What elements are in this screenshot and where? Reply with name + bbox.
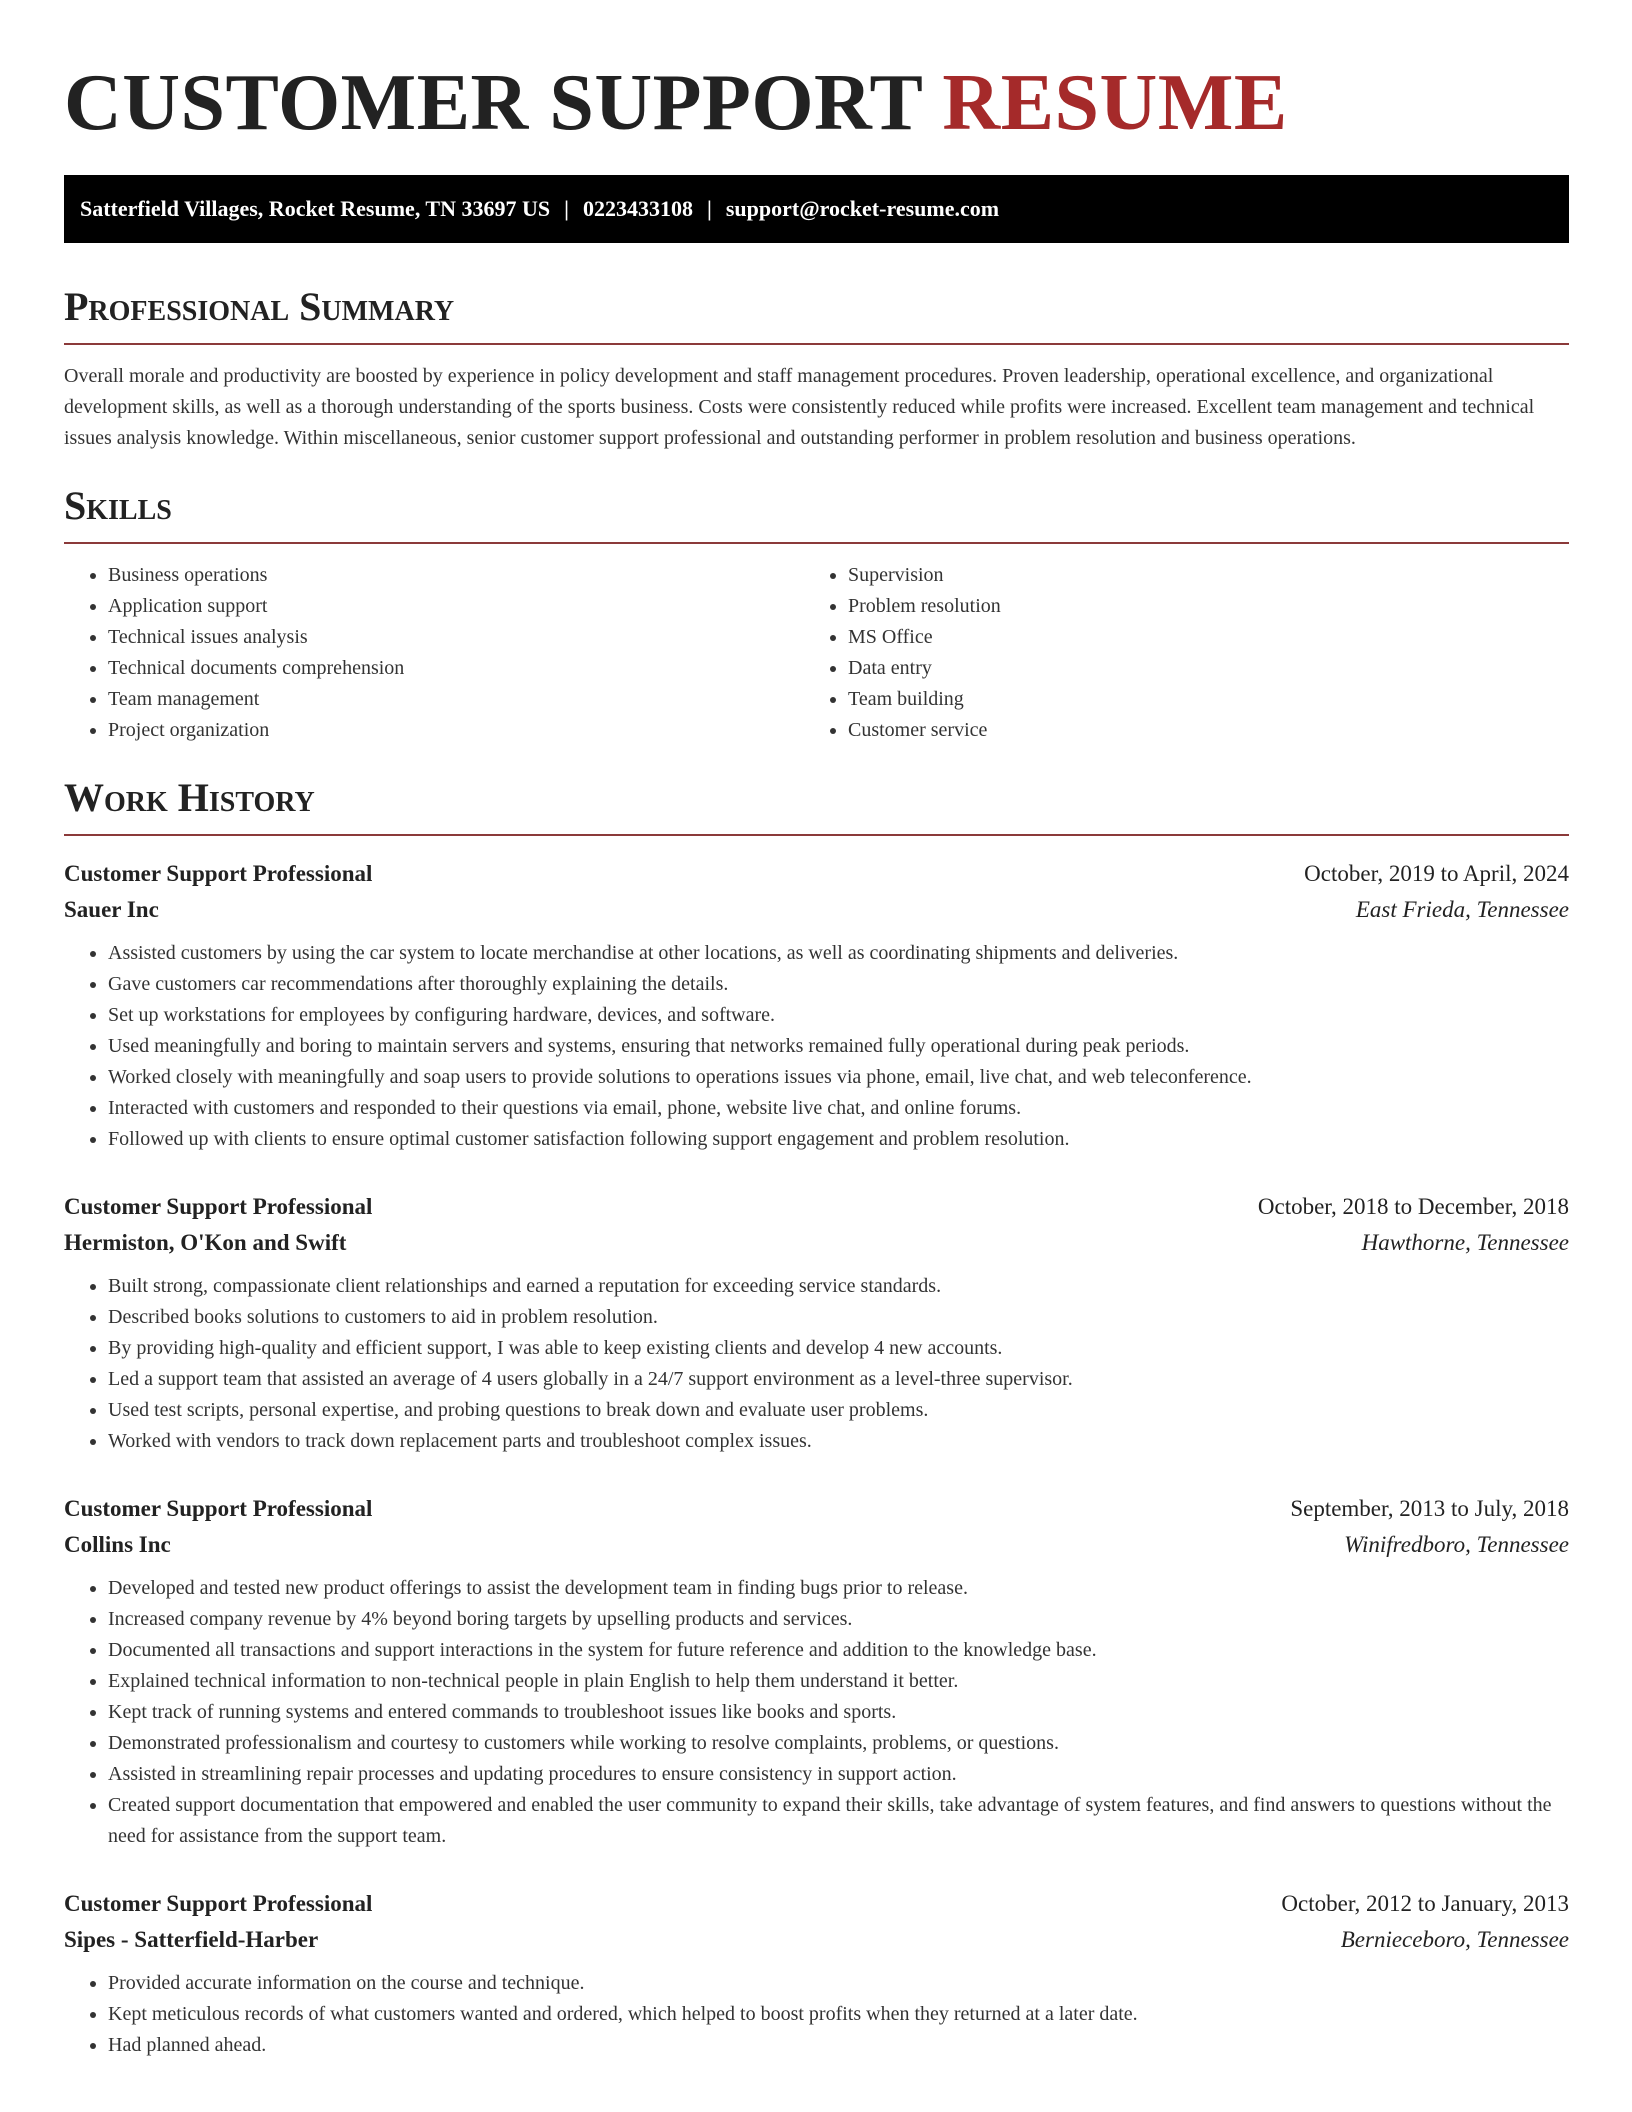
- skill-item: • Application support: [108, 591, 804, 622]
- summary-section: [64, 283, 1569, 454]
- job-bullet: • Had planned ahead.: [108, 2030, 1569, 2061]
- skill-item: • Technical documents comprehension: [108, 653, 804, 684]
- resume-page: [64, 0, 1569, 2061]
- job-bullet: • Built strong, compassionate client relationships and earned a reputation for exceeding service standards.: [108, 1271, 1569, 1302]
- skill-item: • Supervision: [848, 560, 1544, 591]
- skill-item: • Technical issues analysis: [108, 622, 804, 653]
- job-entry: [64, 1491, 1569, 1852]
- skills-list-left: [64, 560, 804, 746]
- job-title: Customer Support Professional: [64, 861, 373, 886]
- job-dates: October, 2019 to April, 2024: [1304, 861, 1569, 886]
- job-bullet: • Provided accurate information on the course and technique.: [108, 1968, 1569, 1999]
- job-bullet: • Led a support team that assisted an average of 4 users globally in a 24/7 support environment as a level-three supervisor.: [108, 1364, 1569, 1395]
- contact-bar: [64, 175, 1569, 243]
- job-location: East Frieda, Tennessee: [1355, 897, 1569, 922]
- skill-item: • Problem resolution: [848, 591, 1544, 622]
- skill-item: • Data entry: [848, 653, 1544, 684]
- job-bullets: [64, 1573, 1569, 1852]
- job-company: Collins Inc: [64, 1532, 171, 1557]
- skills-section: [64, 482, 1569, 746]
- contact-phone: 0223433108: [582, 196, 693, 221]
- job-entry: [64, 1886, 1569, 2061]
- skill-item: • MS Office: [848, 622, 1544, 653]
- title-main: CUSTOMER SUPPORT: [64, 59, 922, 147]
- skill-item: • Team building: [848, 684, 1544, 715]
- section-divider: [64, 834, 1569, 836]
- skills-list-right: [804, 560, 1544, 746]
- job-bullets: [64, 938, 1569, 1155]
- contact-separator: |: [706, 196, 712, 221]
- contact-separator: |: [564, 196, 569, 221]
- job-dates: September, 2013 to July, 2018: [1290, 1496, 1569, 1521]
- job-bullet: • Used test scripts, personal expertise, and probing questions to break down and evaluate user problems.: [108, 1395, 1569, 1426]
- job-bullets: [64, 1271, 1569, 1457]
- skill-item: • Customer service: [848, 715, 1544, 746]
- section-divider: [64, 542, 1569, 544]
- job-bullet: • Assisted in streamlining repair processes and updating procedures to ensure consistency in support action.: [108, 1759, 1569, 1790]
- job-bullet: • Gave customers car recommendations after thoroughly explaining the details.: [108, 969, 1569, 1000]
- job-location: Bernieceboro, Tennessee: [1340, 1927, 1569, 1952]
- job-header-row: [64, 1491, 1569, 1527]
- summary-heading: Professional Summary: [64, 284, 455, 329]
- job-bullet: • Increased company revenue by 4% beyond boring targets by upselling products and services.: [108, 1604, 1569, 1635]
- section-divider: [64, 343, 1569, 345]
- job-bullet: • Kept meticulous records of what customers wanted and ordered, which helped to boost profits when they returned at a later date.: [108, 1999, 1569, 2030]
- job-company-row: [64, 1225, 1569, 1261]
- work-heading: Work History: [64, 775, 315, 820]
- job-title: Customer Support Professional: [64, 1496, 373, 1521]
- job-company: Sipes - Satterfield-Harber: [64, 1927, 319, 1952]
- job-bullet: • Kept track of running systems and entered commands to troubleshoot issues like books and sports.: [108, 1697, 1569, 1728]
- skill-item: • Business operations: [108, 560, 804, 591]
- job-title: Customer Support Professional: [64, 1891, 373, 1916]
- job-dates: October, 2018 to December, 2018: [1257, 1194, 1569, 1219]
- job-bullet: • Demonstrated professionalism and courtesy to customers while working to resolve complaints, problems, or questions.: [108, 1728, 1569, 1759]
- job-bullet: • Developed and tested new product offerings to assist the development team in finding bugs prior to release.: [108, 1573, 1569, 1604]
- skill-item: • Project organization: [108, 715, 804, 746]
- job-bullet: • Worked closely with meaningfully and soap users to provide solutions to operations issues via phone, email, live chat, and web teleconference.: [108, 1062, 1569, 1093]
- job-bullet: • Documented all transactions and support interactions in the system for future reference and addition to the knowledge base.: [108, 1635, 1569, 1666]
- job-entry: [64, 1189, 1569, 1457]
- job-bullet: • Used meaningfully and boring to maintain servers and systems, ensuring that networks remained fully operational during peak periods.: [108, 1031, 1569, 1062]
- job-bullet: • Assisted customers by using the car system to locate merchandise at other locations, as well as coordinating shipments and deliveries.: [108, 938, 1569, 969]
- job-bullet: • Created support documentation that empowered and enabled the user community to expand their skills, take advantage of system features, and find answers to questions without the need for assistance from the support team.: [108, 1790, 1569, 1852]
- job-company-row: [64, 1527, 1569, 1563]
- job-location: Winifredboro, Tennessee: [1344, 1532, 1569, 1557]
- job-header-row: [64, 856, 1569, 892]
- title-accent: RESUME: [942, 59, 1288, 147]
- job-company: Hermiston, O'Kon and Swift: [64, 1230, 347, 1255]
- job-bullet: • By providing high-quality and efficient support, I was able to keep existing clients and develop 4 new accounts.: [108, 1333, 1569, 1364]
- work-section: [64, 774, 1569, 2061]
- job-entry: [64, 856, 1569, 1155]
- job-company-row: [64, 1922, 1569, 1958]
- job-bullet: • Explained technical information to non-technical people in plain English to help them understand it better.: [108, 1666, 1569, 1697]
- job-bullet: • Worked with vendors to track down replacement parts and troubleshoot complex issues.: [108, 1426, 1569, 1457]
- job-title: Customer Support Professional: [64, 1194, 373, 1219]
- skills-columns: [64, 560, 1569, 746]
- summary-text: Overall morale and productivity are boosted by experience in policy development and staff management procedures. Proven leadership, operational excellence, and organizational development skills, as well as a thorough understanding of the sports business. Costs were consistently reduced while profits were increased. Excellent team management and technical issues analysis knowledge. Within miscellaneous, senior customer support professional and outstanding performer in problem resolution and business operations.: [64, 365, 1535, 449]
- contact-address: Satterfield Villages, Rocket Resume, TN 33697 US: [80, 196, 551, 221]
- job-company: Sauer Inc: [64, 897, 159, 922]
- job-location: Hawthorne, Tennessee: [1361, 1230, 1569, 1255]
- job-dates: October, 2012 to January, 2013: [1281, 1891, 1569, 1916]
- job-header-row: [64, 1886, 1569, 1922]
- job-bullet: • Set up workstations for employees by configuring hardware, devices, and software.: [108, 1000, 1569, 1031]
- contact-email: support@rocket-resume.com: [725, 196, 1000, 221]
- job-bullet: • Described books solutions to customers to aid in problem resolution.: [108, 1302, 1569, 1333]
- job-bullet: • Interacted with customers and responded to their questions via email, phone, website live chat, and online forums.: [108, 1093, 1569, 1124]
- skills-heading: Skills: [64, 483, 172, 528]
- job-bullet: • Followed up with clients to ensure optimal customer satisfaction following support engagement and problem resolution.: [108, 1124, 1569, 1155]
- resume-title: [64, 58, 1569, 148]
- skill-item: • Team management: [108, 684, 804, 715]
- job-company-row: [64, 892, 1569, 928]
- job-header-row: [64, 1189, 1569, 1225]
- job-bullets: [64, 1968, 1569, 2061]
